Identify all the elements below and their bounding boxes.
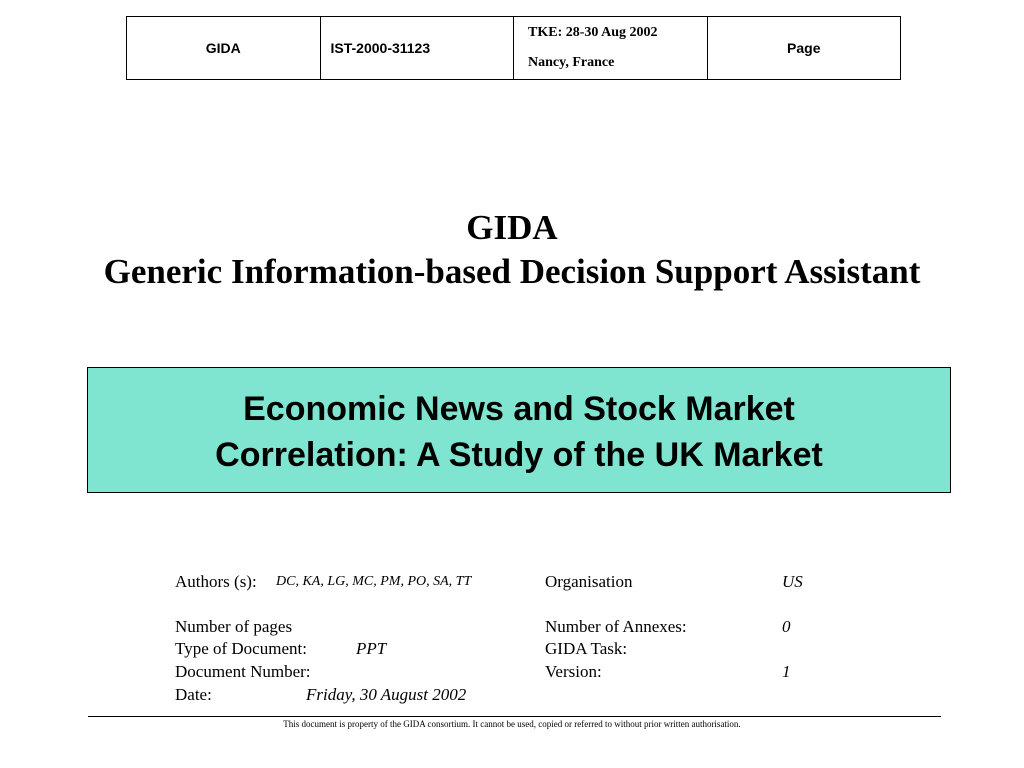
title-acronym: GIDA (466, 208, 558, 247)
title-full-name: Generic Information-based Decision Support Assistant (103, 252, 921, 291)
study-title-line1: Economic News and Stock Market (243, 390, 795, 428)
authors-value: DC, KA, LG, MC, PM, PO, SA, TT (276, 574, 472, 589)
organisation-label: Organisation (545, 572, 633, 591)
footer-divider (88, 716, 941, 717)
version-label: Version: (545, 662, 602, 681)
study-title-box (87, 367, 951, 493)
task-label: GIDA Task: (545, 639, 628, 658)
doc-type-label: Type of Document: (175, 639, 307, 658)
document-title (0, 206, 1024, 294)
header-project-code: IST-2000-31123 (320, 17, 514, 80)
annexes-label: Number of Annexes: (545, 617, 687, 636)
header-row (127, 17, 901, 80)
header-meeting: TKE: 28-30 Aug 2002 (528, 25, 658, 40)
authors-label: Authors (s): (175, 572, 257, 591)
date-label: Date: (175, 685, 212, 704)
header-project-short: GIDA (127, 17, 321, 80)
header-location: Nancy, France (528, 55, 615, 70)
version-value: 1 (782, 662, 791, 681)
doc-type-value: PPT (356, 639, 387, 658)
document-header-table (126, 16, 901, 80)
doc-number-label: Document Number: (175, 662, 311, 681)
header-meeting-cell (514, 17, 708, 80)
organisation-value: US (782, 572, 803, 591)
annexes-value: 0 (782, 617, 791, 636)
footer-notice: This document is property of the GIDA consortium. It cannot be used, copied or referred to without prior written authorisation. (283, 719, 741, 729)
date-value: Friday, 30 August 2002 (306, 685, 467, 704)
header-page-label: Page (707, 17, 901, 80)
pages-label: Number of pages (175, 617, 293, 636)
study-title-line2: Correlation: A Study of the UK Market (215, 436, 823, 474)
